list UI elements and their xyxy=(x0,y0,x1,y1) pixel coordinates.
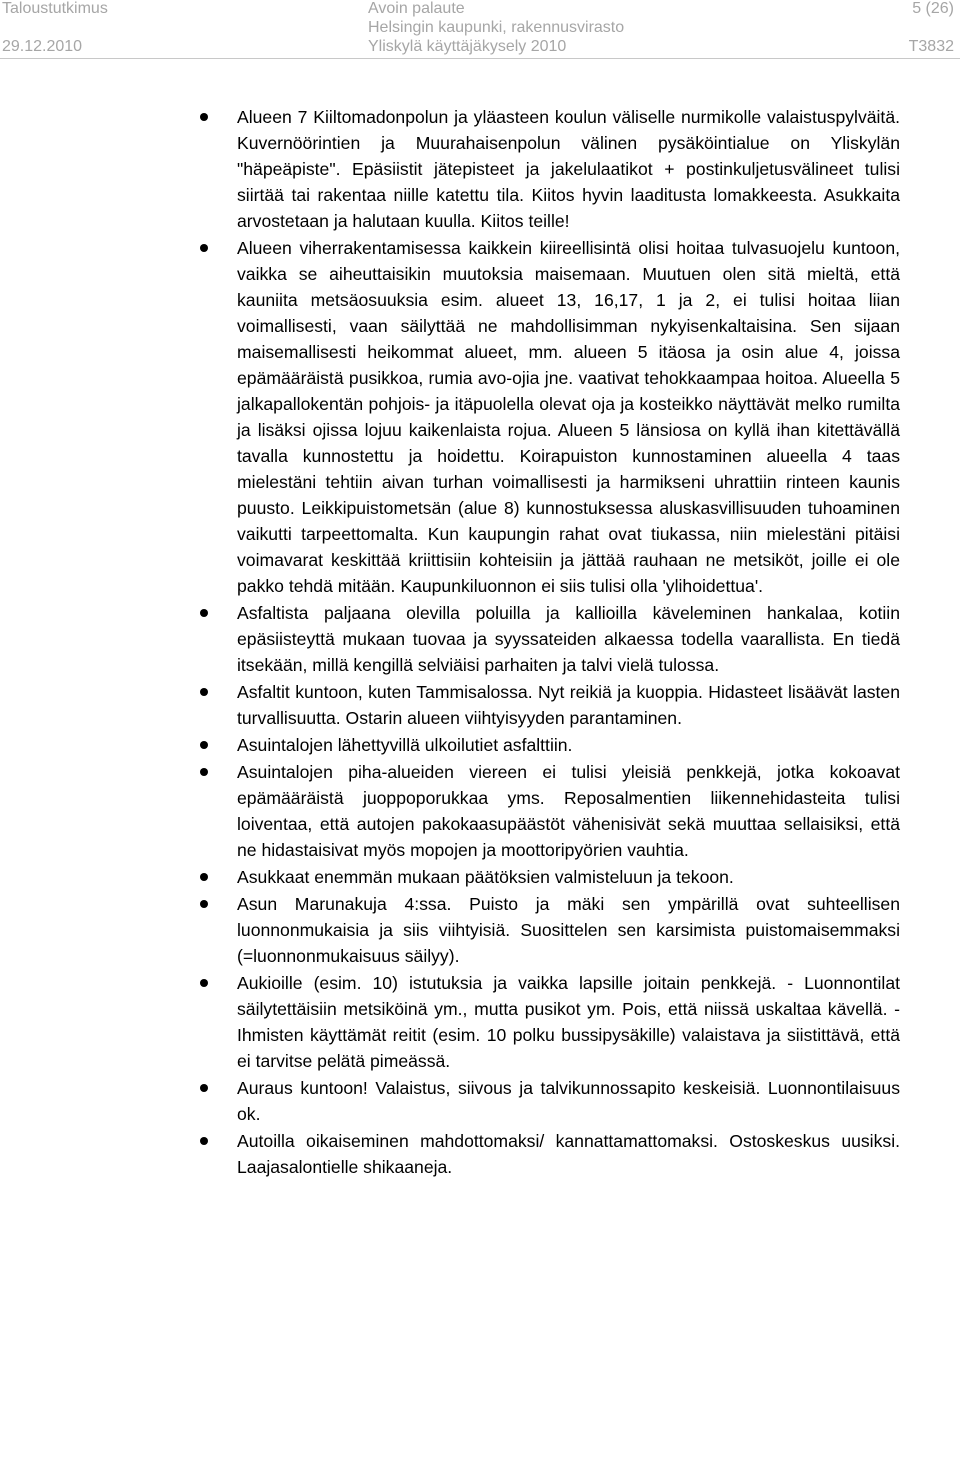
report-date: 29.12.2010 xyxy=(2,38,83,55)
list-item-text: Asun Marunakuja 4:ssa. Puisto ja mäki sen ympärillä ovat suhteellisen luonnonmukaisia ja siis viihtyisiä. Suosittelen sen karsimista puistomaisemmaksi (=luonnonmukaisuus säilyy). xyxy=(237,894,900,966)
client-name: Helsingin kaupunki, rakennusvirasto xyxy=(368,19,625,36)
list-item-text: Asuintalojen piha-alueiden viereen ei tulisi yleisiä penkkejä, jotka kokoavat epämääräistä juoppoporukkaa yms. Reposalmentien liikennehidasteita tulisi loiventaa, että autojen pakokaasupäästöt vähenisivät sekä muuttaa sellaisiksi, että ne hidastaisivat myös mopojen ja moottoripyörien vauhtia. xyxy=(237,762,900,860)
list-item xyxy=(194,1128,900,1180)
bullet-icon xyxy=(200,688,208,696)
section-title: Avoin palaute xyxy=(368,0,465,17)
list-item-text: Autoilla oikaiseminen mahdottomaksi/ kannattamattomaksi. Ostoskeskus uusiksi. Laajasalontielle shikaaneja. xyxy=(237,1131,900,1177)
list-item-text: Alueen 7 Kiiltomadonpolun ja yläasteen koulun väliselle nurmikolle valaistuspylväitä. Kuvernöörintien ja Muurahaisenpolun välinen pysäköintialue on Yliskylän "häpeäpiste". Epäsiistit jätepisteet ja jakelulaatikot + postinkuljetusvälineet tulisi siirtää tai rakentaa niille katettu tila. Kiitos hyvin laaditusta lomakkeesta. Asukkaita arvostetaan ja halutaan kuulla. Kiitos teille! xyxy=(237,107,900,231)
page-header xyxy=(0,0,960,59)
list-item-text: Aukioille (esim. 10) istutuksia ja vaikka lapsille joitain penkkejä. - Luonnontilat säilytettäisiin metsiköinä ym., mutta pusikot ym. Pois, että niissä uskaltaa kävellä. -Ihmisten käyttämät reitit (esim. 10 polku bussipysäkille) valaistava ja siistittävä, että ei tarvitse pelätä pimeässä. xyxy=(237,973,900,1071)
list-item xyxy=(194,891,900,969)
list-item xyxy=(194,600,900,678)
bullet-icon xyxy=(200,609,208,617)
bullet-icon xyxy=(200,979,208,987)
bullet-icon xyxy=(200,1137,208,1145)
list-item-text: Asfaltista paljaana olevilla poluilla ja kallioilla käveleminen hankalaa, kotiin epäsiisteyttä mukaan tuovaa ja syyssateiden alkaessa todella vaarallista. En tiedä itsekään, millä kengillä selviäisi parhaiten ja talvi vielä tulossa. xyxy=(237,603,900,675)
bullet-icon xyxy=(200,244,208,252)
project-code: T3832 xyxy=(908,38,954,55)
bullet-icon xyxy=(200,113,208,121)
list-item-text: Asuintalojen lähettyvillä ulkoilutiet asfalttiin. xyxy=(237,735,573,755)
list-item-text: Alueen viherrakentamisessa kaikkein kiireellisintä olisi hoitaa tulvasuojelu kuntoon, vaikka se aiheuttaisikin muutoksia maisemaan. Muutuen olen sitä mieltä, että kauniita metsäosuuksia esim. alueet 13, 16,17, 1 ja 2, ei tulisi hoitaa liian voimallisesti, vaan säilyttää ne mahdollisimman nykyisenkaltaisina. Sen sijaan maisemallisesti heikommat alueet, mm. alueen 5 itäosa ja osin alue 4, joissa epämääräistä pusikkoa, rumia avo-ojia jne. vaativat tehokkaampaa hoitoa. Alueella 5 jalkapallokentän pohjois- ja itäpuolella olevat oja ja kosteikko näyttävät melko rumilta ja lisäksi ojissa lojuu kaikenlaista rojua. Alueen 5 länsiosa on kyllä ihan kitettävällä tavalla kunnostettu ja hoidettu. Koirapuiston kunnostaminen alueella 4 taas mielestäni tehtiin aivan turhan voimallisesti ja harmikseni uhrattiin rinteen kaunis puusto. Leikkipuistometsän (alue 8) kunnostuksessa aluskasvillisuuden tuhoaminen vaikutti tarpeettomalta. Kun kaupungin rahat ovat tiukassa, niin mielestäni pitäisi voimavarat keskittää kriittisiin kohteisiin ja jättää rauhaan ne metsiköt, joille ei ole pakko tehdä mitään. Kaupunkiluonnon ei siis tulisi olla 'ylihoidettua'. xyxy=(237,238,900,596)
list-item xyxy=(194,970,900,1074)
list-item-text: Auraus kuntoon! Valaistus, siivous ja talvikunnossapito keskeisiä. Luonnontilaisuus ok. xyxy=(237,1078,900,1124)
bullet-icon xyxy=(200,873,208,881)
bullet-icon xyxy=(200,741,208,749)
bullet-icon xyxy=(200,768,208,776)
list-item-text: Asukkaat enemmän mukaan päätöksien valmisteluun ja tekoon. xyxy=(237,867,734,887)
list-item xyxy=(194,104,900,234)
survey-name: Yliskylä käyttäjäkysely 2010 xyxy=(368,38,567,55)
report-type: Taloustutkimus xyxy=(2,0,108,17)
page-number: 5 (26) xyxy=(912,0,954,17)
bullet-icon xyxy=(200,1084,208,1092)
list-item xyxy=(194,732,900,758)
list-item xyxy=(194,759,900,863)
list-item xyxy=(194,679,900,731)
list-item xyxy=(194,235,900,599)
list-item xyxy=(194,864,900,890)
list-item-text: Asfaltit kuntoon, kuten Tammisalossa. Nyt reikiä ja kuoppia. Hidasteet lisäävät lasten turvallisuutta. Ostarin alueen viihtyisyyden parantaminen. xyxy=(237,682,900,728)
bullet-icon xyxy=(200,900,208,908)
feedback-list xyxy=(194,104,900,1181)
list-item xyxy=(194,1075,900,1127)
